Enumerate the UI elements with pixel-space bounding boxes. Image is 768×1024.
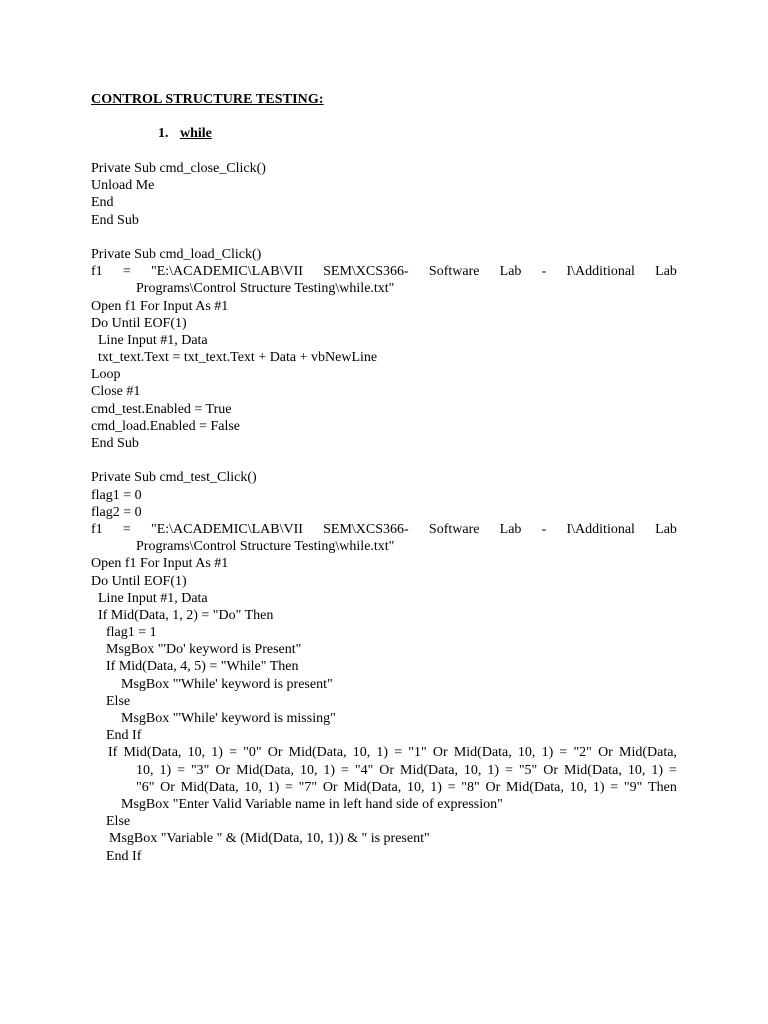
- code-line: End If: [106, 728, 142, 744]
- code-word: Mid(Data,: [505, 779, 564, 795]
- code-word: Mid(Data,: [123, 745, 182, 761]
- code-word: 1): [376, 745, 389, 761]
- code-word: "8": [461, 779, 480, 795]
- code-word: =: [394, 745, 403, 761]
- code-word: 1): [211, 745, 223, 761]
- code-word: "1": [408, 745, 427, 761]
- code-word: "6": [136, 779, 155, 795]
- code-word: SEM\XCS366-: [323, 264, 409, 280]
- code-word: 1): [430, 779, 442, 795]
- code-word: 10,: [627, 762, 646, 778]
- code-word: -: [541, 264, 547, 280]
- code-word: Mid(Data,: [563, 762, 622, 778]
- code-line: [91, 779, 677, 796]
- code-line: [91, 744, 677, 761]
- code-listing: [91, 160, 677, 865]
- code-word: 10,: [517, 745, 536, 761]
- code-word: 10,: [463, 762, 482, 778]
- code-line: Private Sub cmd_close_Click(): [91, 161, 266, 176]
- code-word: 10,: [407, 779, 425, 795]
- code-line: flag1 = 0: [91, 487, 142, 503]
- code-line: End Sub: [91, 212, 139, 228]
- code-word: 10,: [244, 779, 262, 795]
- code-line: Close #1: [91, 384, 141, 400]
- code-line: Programs\Control Structure Testing\while.txt": [136, 281, 395, 297]
- code-word: =: [504, 762, 513, 778]
- section-title: while: [180, 126, 212, 141]
- code-line: Do Until EOF(1): [91, 315, 187, 331]
- code-word: =: [447, 779, 456, 795]
- code-line: txt_text.Text = txt_text.Text + Data + vbNewLine: [98, 350, 378, 366]
- code-word: Lab: [499, 521, 522, 537]
- code-word: Software: [428, 264, 480, 280]
- code-word: "2": [573, 745, 592, 761]
- code-word: I\Additional: [566, 264, 635, 280]
- blank-line: [91, 452, 677, 469]
- code-word: Mid(Data,: [400, 762, 458, 778]
- code-word: I\Additional: [566, 521, 635, 537]
- code-line: Line Input #1, Data: [98, 590, 208, 606]
- code-word: Or: [322, 779, 338, 795]
- code-line: Open f1 For Input As #1: [91, 298, 229, 314]
- code-word: =: [122, 264, 131, 280]
- code-word: "E:\ACADEMIC\LAB\VII: [150, 521, 303, 537]
- code-word: "E:\ACADEMIC\LAB\VII: [150, 264, 303, 280]
- code-line: flag1 = 1: [106, 625, 157, 641]
- code-word: 1): [267, 779, 280, 795]
- code-word: f1: [91, 264, 103, 280]
- code-line: If Mid(Data, 1, 2) = "Do" Then: [98, 607, 274, 623]
- code-word: "0": [243, 745, 262, 761]
- code-word: =: [559, 745, 568, 761]
- code-word: =: [610, 779, 619, 795]
- code-word: 1): [592, 779, 605, 795]
- code-line: Private Sub cmd_test_Click(): [91, 470, 257, 486]
- code-word: If: [108, 745, 118, 761]
- code-word: SEM\XCS366-: [323, 521, 409, 537]
- code-word: 1): [487, 762, 500, 778]
- code-line: Open f1 For Input As #1: [91, 556, 229, 572]
- code-word: Lab: [499, 264, 522, 280]
- code-line: Line Input #1, Data: [98, 332, 208, 348]
- code-line: Programs\Control Structure Testing\while.txt": [136, 539, 395, 555]
- code-word: Mid(Data,: [288, 745, 347, 761]
- code-word: Or: [543, 762, 559, 778]
- code-line: If Mid(Data, 4, 5) = "While" Then: [106, 659, 299, 675]
- code-word: Then: [648, 779, 677, 795]
- code-word: Mid(Data,: [236, 762, 294, 778]
- code-word: f1: [91, 521, 103, 537]
- code-line: Unload Me: [91, 178, 155, 194]
- code-line: MsgBox "'While' keyword is present": [121, 676, 333, 692]
- code-line: [91, 762, 677, 779]
- code-line: MsgBox "'While' keyword is missing": [121, 711, 336, 726]
- code-word: "5": [518, 762, 538, 778]
- code-word: 10,: [569, 779, 588, 795]
- code-word: =: [341, 762, 349, 778]
- code-line: Do Until EOF(1): [91, 573, 187, 589]
- code-word: Mid(Data,: [453, 745, 512, 761]
- code-word: "9": [623, 779, 643, 795]
- code-word: 1): [159, 762, 172, 778]
- code-word: Or: [267, 745, 283, 761]
- code-word: Or: [485, 779, 501, 795]
- code-word: 1): [323, 762, 336, 778]
- code-word: "4": [354, 762, 374, 778]
- code-word: =: [122, 521, 131, 537]
- code-line: Loop: [91, 367, 121, 383]
- code-word: Software: [428, 521, 480, 537]
- code-word: 10,: [187, 745, 206, 761]
- code-word: 1): [651, 762, 663, 778]
- code-word: 10,: [136, 762, 154, 778]
- document-heading: CONTROL STRUCTURE TESTING:: [91, 92, 324, 107]
- code-word: =: [229, 745, 237, 761]
- code-word: Or: [379, 762, 395, 778]
- code-line: Else: [106, 693, 131, 709]
- code-line: MsgBox "'Do' keyword is Present": [106, 642, 302, 658]
- code-word: =: [668, 762, 677, 778]
- code-word: Or: [598, 745, 613, 761]
- code-line: MsgBox "Enter Valid Variable name in left hand side of expression": [121, 796, 503, 812]
- section-number: 1.: [158, 126, 169, 141]
- code-word: -: [541, 521, 547, 537]
- code-word: Mid(Data,: [180, 779, 239, 795]
- code-line: MsgBox "Variable " & (Mid(Data, 10, 1)) & " is present": [109, 831, 430, 847]
- code-line: Private Sub cmd_load_Click(): [91, 246, 262, 262]
- code-word: Mid(Data,: [343, 779, 402, 795]
- code-word: Or: [215, 762, 231, 778]
- code-line: End If: [106, 848, 142, 864]
- code-word: 10,: [352, 745, 371, 761]
- code-line: [91, 263, 677, 280]
- code-line: Else: [106, 814, 131, 830]
- code-word: Lab: [655, 521, 677, 537]
- blank-line: [91, 229, 677, 246]
- code-line: cmd_test.Enabled = True: [91, 401, 232, 417]
- code-word: =: [177, 762, 185, 778]
- section-heading: [158, 126, 212, 142]
- code-line: cmd_load.Enabled = False: [91, 418, 241, 434]
- code-word: "3": [190, 762, 210, 778]
- code-word: Or: [160, 779, 175, 795]
- code-word: Or: [432, 745, 448, 761]
- code-word: =: [285, 779, 293, 795]
- code-word: 10,: [299, 762, 318, 778]
- code-line: End Sub: [91, 436, 139, 451]
- code-word: Mid(Data,: [619, 745, 677, 761]
- code-line: flag2 = 0: [91, 504, 142, 520]
- code-word: "7": [298, 779, 318, 795]
- code-word: Lab: [655, 264, 677, 280]
- code-word: 1): [541, 745, 554, 761]
- code-line: End: [91, 195, 114, 211]
- code-line: [91, 521, 677, 538]
